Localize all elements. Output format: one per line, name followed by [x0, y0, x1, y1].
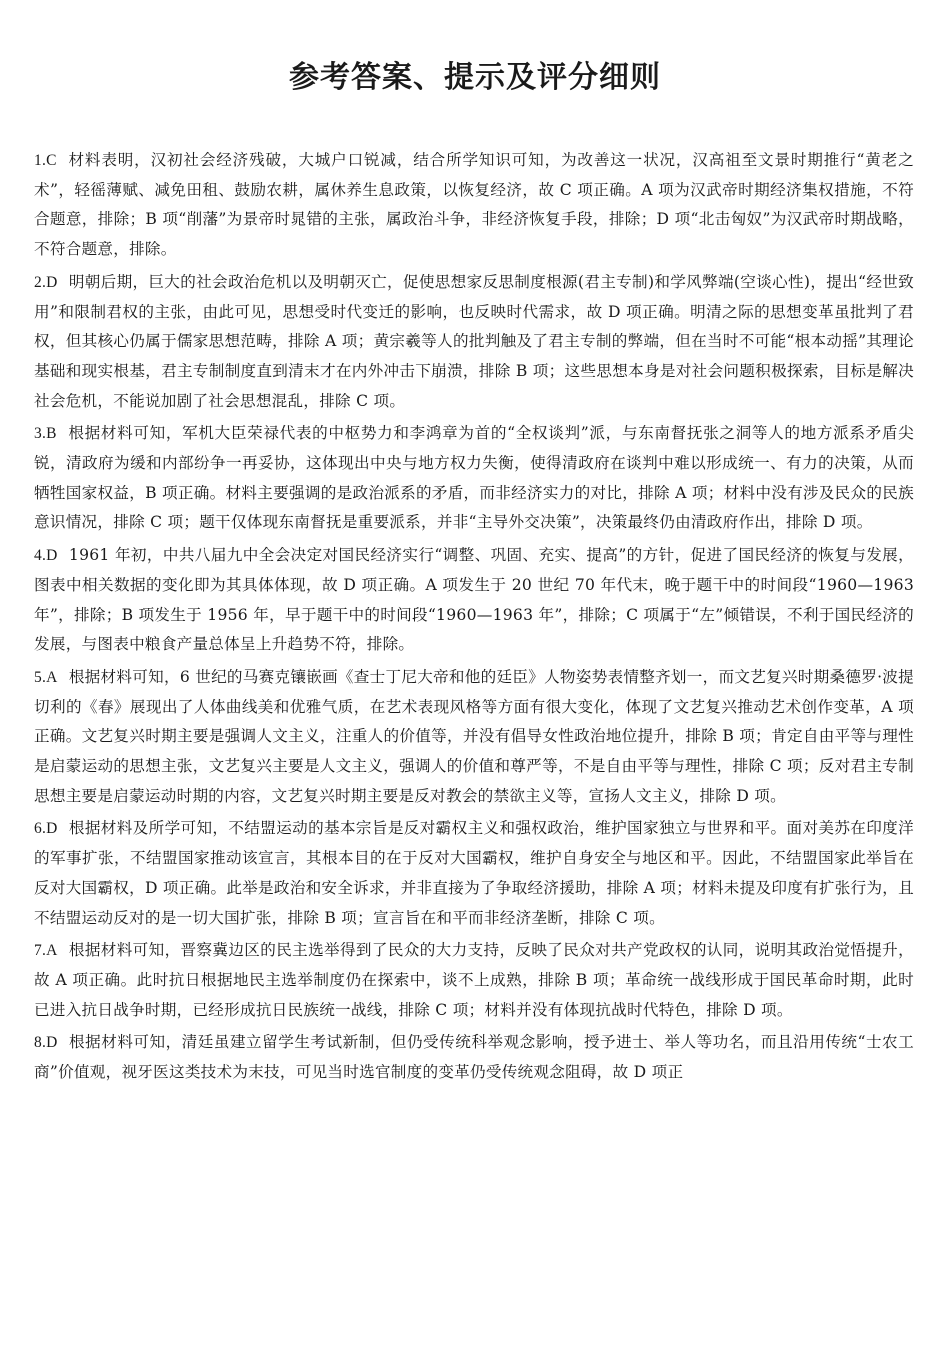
- answer-number: 1.: [34, 152, 47, 169]
- answer-explanation: 根据材料可知，6 世纪的马赛克镶嵌画《查士丁尼大帝和他的廷臣》人物姿势表情整齐划一，而文艺复兴时期桑德罗·波提切利的《春》展现出了人体曲线美和优雅气质，在艺术表现风格等方面有很大变化，体现了文艺复兴推动艺术创作变革，A 项正确。文艺复兴时期主要是强调人文主义，注重人的价值等，并没有倡导女性政治地位提升，排除 B 项；肯定自由平等与理性是启蒙运动的思想主张，文艺复兴主要是人文主义，强调人的价值和尊严等，不是自由平等与理性，排除 C 项；反对君主专制思想主要是启蒙运动时期的内容，文艺复兴时期主要是反对教会的禁欲主义等，宣扬人文主义，排除 D 项。: [34, 667, 914, 805]
- answer-number: 7.: [34, 942, 47, 960]
- answer-number: 3.: [34, 425, 47, 443]
- answer-number: 4.: [34, 547, 47, 565]
- answer-explanation: 根据材料可知，晋察冀边区的民主选举得到了民众的大力支持，反映了民众对共产党政权的认同，说明其政治觉悟提升，故 A 项正确。此时抗日根据地民主选举制度仍在探索中，谈不上成熟，排除 B 项；革命统一战线形成于国民革命时期，此时已进入抗日战争时期，已经形成抗日民族统一战线，排除 C 项；材料并没有体现抗战时代特色，排除 D 项。: [34, 941, 914, 1019]
- answer-number: 8.: [34, 1034, 47, 1052]
- answer-choice: B: [46, 425, 57, 443]
- answer-item-6: [34, 814, 914, 933]
- answer-choice: A: [46, 942, 58, 960]
- answer-choice: A: [46, 668, 58, 686]
- answer-item-5: [34, 663, 914, 812]
- answer-explanation: 根据材料可知，军机大臣荣禄代表的中枢势力和李鸿章为首的“全权谈判”派，与东南督抚张之洞等人的地方派系矛盾尖锐，清政府为缓和内部纷争一再妥协，这体现出中央与地方权力失衡，使得清政府在谈判中难以形成统一、有力的决策，从而牺牲国家权益，B 项正确。材料主要强调的是政治派系的矛盾，而非经济实力的对比，排除 A 项；材料中没有涉及民众的民族意识情况，排除 C 项；题干仅体现东南督抚是重要派系，并非“主导外交决策”，决策最终仍由清政府作出，排除 D 项。: [34, 424, 914, 532]
- answer-explanation: 材料表明，汉初社会经济残破，大城户口锐减，结合所学知识可知，为改善这一状况，汉高祖至文景时期推行“黄老之术”，轻徭薄赋、减免田租、鼓励农耕，属休养生息政策，以恢复经济，故 C 项正确。A 项为汉武帝时期经济集权措施，不符合题意，排除；B 项“削藩”为景帝时晁错的主张，属政治斗争，非经济恢复手段，排除；D 项“北击匈奴”为汉武帝时期战略，不符合题意，排除。: [34, 151, 914, 259]
- answer-choice: D: [46, 547, 58, 565]
- answer-number: 6.: [34, 820, 47, 838]
- answer-explanation: 明朝后期，巨大的社会政治危机以及明朝灭亡，促使思想家反思制度根源(君主专制)和学风弊端(空谈心性)，提出“经世致用”和限制君权的主张，由此可见，思想受时代变迁的影响，也反映时代需求，故 D 项正确。明清之际的思想变革虽批判了君权，但其核心仍属于儒家思想范畴，排除 A 项；黄宗羲等人的批判触及了君主专制的弊端，但在当时不可能“根本动摇”其理论基础和现实根基，君主专制制度直到清末才在内外冲击下崩溃，排除 B 项；这些思想本身是对社会问题积极探索，目标是解决社会危机，不能说加剧了社会思想混乱，排除 C 项。: [34, 272, 914, 410]
- answer-explanation: 根据材料及所学可知，不结盟运动的基本宗旨是反对霸权主义和强权政治，维护国家独立与世界和平。面对美苏在印度洋的军事扩张，不结盟国家推动该宣言，其根本目的在于反对大国霸权，维护自身安全与地区和平。因此，不结盟国家此举旨在反对大国霸权，D 项正确。此举是政治和安全诉求，并非直接为了争取经济援助，排除 A 项；材料未提及印度有扩张行为，且不结盟运动反对的是一切大国扩张，排除 B 项；宣言旨在和平而非经济垄断，排除 C 项。: [34, 819, 914, 927]
- answer-item-2: [34, 268, 914, 417]
- answer-item-8: [34, 1028, 914, 1087]
- answer-item-4: [34, 541, 914, 660]
- answer-choice: D: [46, 820, 58, 838]
- answer-explanation: 根据材料可知，清廷虽建立留学生考试新制，但仍受传统科举观念影响，授予进士、举人等功名，而且沿用传统“士农工商”价值观，视牙医这类技术为末技，可见当时选官制度的变革仍受传统观念阻碍，故 D 项正: [34, 1033, 914, 1082]
- page-title: 参考答案、提示及评分细则: [289, 60, 661, 95]
- answer-number: 5.: [34, 668, 47, 686]
- answer-choice: C: [46, 152, 57, 169]
- answer-explanation: 1961 年初，中共八届九中全会决定对国民经济实行“调整、巩固、充实、提高”的方针，促进了国民经济的恢复与发展，图表中相关数据的变化即为其具体体现，故 D 项正确。A 项发生于 20 世纪 70 年代末，晚于题干中的时间段“1960—1963 年”，排除；B 项发生于 1956 年，早于题干中的时间段“1960—1963 年”，排除；C 项属于“左”倾错误，不利于国民经济的发展，与图表中粮食产量总体呈上升趋势不符，排除。: [34, 546, 914, 654]
- answer-list: [34, 146, 914, 1091]
- answer-choice: D: [46, 1034, 58, 1052]
- answer-choice: D: [46, 273, 58, 291]
- answer-number: 2.: [34, 273, 47, 291]
- answer-item-7: [34, 936, 914, 1025]
- answer-item-3: [34, 419, 914, 538]
- answer-item-1: [34, 146, 914, 265]
